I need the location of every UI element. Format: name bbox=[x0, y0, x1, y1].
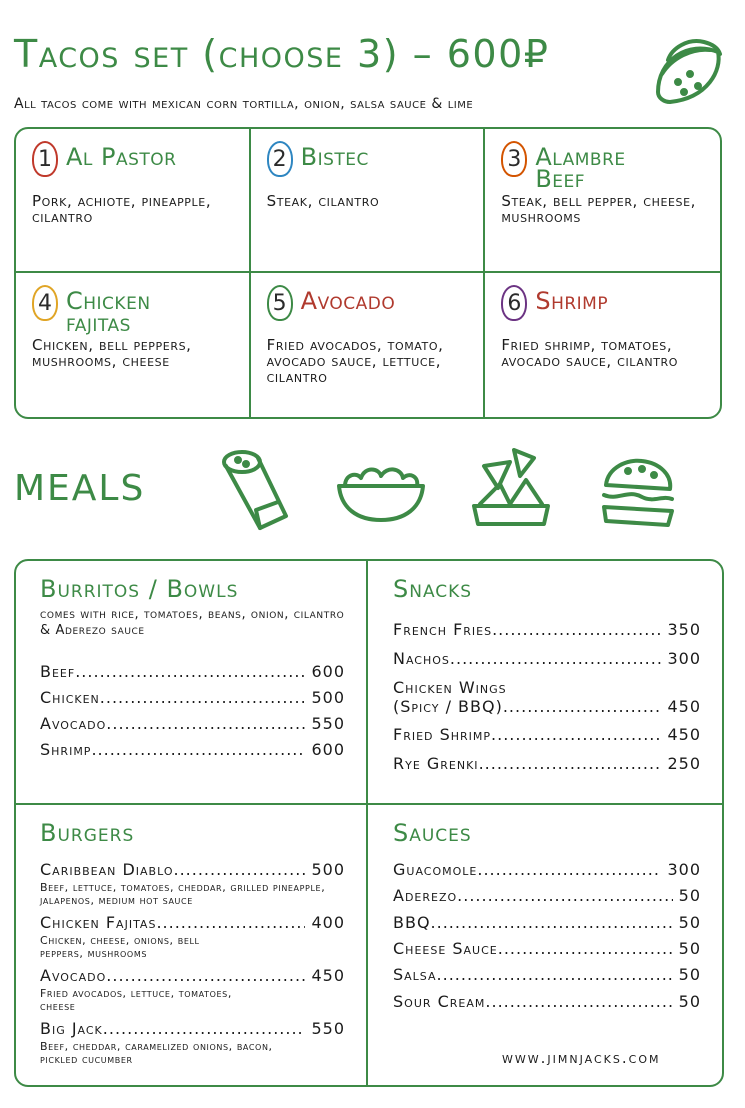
burrito-icon bbox=[220, 448, 292, 534]
taco-name: Alambre Beef bbox=[535, 143, 626, 193]
item-description: Chicken, cheese, onions, bell peppers, mushrooms bbox=[40, 934, 200, 960]
item-name: Avocado bbox=[40, 966, 107, 985]
taco-description: Fried avocados, tomato, avocado sauce, lettuce, cilantro bbox=[266, 336, 444, 386]
taco-card bbox=[16, 129, 251, 273]
item-name: Chicken Wings bbox=[393, 678, 507, 697]
item-price: 600 bbox=[311, 662, 345, 681]
sauces-section-title: Sauces bbox=[393, 819, 472, 847]
item-price: 250 bbox=[667, 754, 701, 773]
item-name: Sour Cream bbox=[393, 992, 486, 1011]
item-name: Rye Grenki bbox=[393, 754, 479, 773]
taco-name: Avocado bbox=[300, 287, 396, 315]
item-price: 300 bbox=[667, 860, 701, 879]
burgers-section-title: Burgers bbox=[40, 819, 135, 847]
taco-number-badge: 6 bbox=[501, 285, 527, 321]
item-description: Beef, lettuce, tomatoes, cheddar, grilled pineapple, jalapenos, medium hot sauce bbox=[40, 881, 326, 907]
menu-item bbox=[40, 714, 345, 733]
divider bbox=[366, 559, 368, 1087]
burritos-section-title: Burritos / Bowls bbox=[40, 575, 239, 603]
taco-card bbox=[16, 273, 251, 417]
item-name: Caribbean Diablo bbox=[40, 860, 174, 879]
item-name: Aderezo bbox=[393, 886, 458, 905]
taco-number-badge: 4 bbox=[32, 285, 58, 321]
menu-item bbox=[40, 860, 345, 879]
item-name: Chicken Fajitas bbox=[40, 913, 157, 932]
item-name: (Spicy / BBQ) bbox=[393, 697, 503, 716]
menu-title: Tacos set (choose 3) – 600₽ bbox=[14, 32, 550, 76]
item-price: 500 bbox=[311, 688, 345, 707]
taco-number-badge: 3 bbox=[501, 141, 527, 177]
menu-item bbox=[40, 740, 345, 759]
item-name: Beef bbox=[40, 662, 76, 681]
item-description: Beef, cheddar, caramelized onions, bacon, pickled cucumber bbox=[40, 1040, 273, 1066]
nachos-icon bbox=[470, 444, 552, 530]
menu-item bbox=[40, 966, 345, 985]
taco-name: Al Pastor bbox=[66, 143, 177, 171]
item-name: Big Jack bbox=[40, 1019, 103, 1038]
item-price: 50 bbox=[678, 965, 701, 984]
item-name: BBQ bbox=[393, 913, 431, 932]
item-price: 50 bbox=[678, 886, 701, 905]
menu-item bbox=[393, 939, 701, 958]
item-price: 450 bbox=[667, 725, 701, 744]
menu-item bbox=[393, 913, 701, 932]
menu-item bbox=[393, 965, 701, 984]
item-price: 50 bbox=[678, 913, 701, 932]
taco-description: Fried shrimp, tomatoes, avocado sauce, cilantro bbox=[501, 336, 679, 370]
taco-name: Bistec bbox=[300, 143, 369, 171]
meals-heading: MEALS bbox=[14, 468, 146, 509]
taco-number-badge: 2 bbox=[267, 141, 293, 177]
item-price: 350 bbox=[667, 620, 701, 639]
item-price: 600 bbox=[311, 740, 345, 759]
item-price: 450 bbox=[667, 697, 701, 716]
menu-item bbox=[40, 662, 345, 681]
item-name: Avocado bbox=[40, 714, 107, 733]
menu-item bbox=[40, 1019, 345, 1038]
taco-name: Chicken fajitas bbox=[66, 287, 151, 337]
item-name: Chicken bbox=[40, 688, 100, 707]
menu-item bbox=[393, 992, 701, 1011]
snacks-section-title: Snacks bbox=[393, 575, 473, 603]
menu-item bbox=[393, 754, 701, 773]
item-name: Salsa bbox=[393, 965, 437, 984]
tacos-grid bbox=[14, 127, 722, 419]
item-price: 50 bbox=[678, 939, 701, 958]
taco-number-badge: 5 bbox=[267, 285, 293, 321]
taco-name: Shrimp bbox=[535, 287, 609, 315]
item-name: Fried Shrimp bbox=[393, 725, 492, 744]
item-description: Fried avocados, lettuce, tomatoes, cheese bbox=[40, 987, 232, 1013]
bowl-icon bbox=[335, 458, 427, 524]
item-name: Nachos bbox=[393, 649, 450, 668]
menu-item bbox=[393, 725, 701, 744]
taco-number-badge: 1 bbox=[32, 141, 58, 177]
menu-item bbox=[393, 649, 701, 668]
burger-icon bbox=[598, 455, 678, 533]
menu-item bbox=[393, 886, 701, 905]
item-price: 450 bbox=[311, 966, 345, 985]
item-name: French Fries bbox=[393, 620, 493, 639]
taco-card bbox=[485, 129, 720, 273]
item-price: 550 bbox=[311, 1019, 345, 1038]
item-price: 500 bbox=[311, 860, 345, 879]
item-name: Cheese Sauce bbox=[393, 939, 498, 958]
item-name: Guacomole bbox=[393, 860, 478, 879]
taco-description: Pork, achiote, pineapple, cilantro bbox=[32, 192, 212, 226]
burritos-note: comes with rice, tomatoes, beans, onion, cilantro & Aderezo sauce bbox=[40, 607, 345, 638]
taco-description: Steak, bell pepper, cheese, mushrooms bbox=[501, 192, 697, 226]
website-link[interactable]: www.jimnjacks.com bbox=[502, 1049, 661, 1067]
menu-item bbox=[393, 860, 701, 879]
taco-card bbox=[251, 129, 486, 273]
taco-description: Chicken, bell peppers, mushrooms, cheese bbox=[32, 336, 192, 370]
item-price: 400 bbox=[311, 913, 345, 932]
divider bbox=[14, 803, 724, 805]
menu-item bbox=[40, 688, 345, 707]
taco-description: Steak, cilantro bbox=[266, 192, 380, 210]
menu-item bbox=[40, 913, 345, 932]
item-price: 550 bbox=[311, 714, 345, 733]
item-name: Shrimp bbox=[40, 740, 92, 759]
item-price: 50 bbox=[678, 992, 701, 1011]
menu-subtitle: All tacos come with mexican corn tortilla, onion, salsa sauce & lime bbox=[14, 96, 474, 112]
menu-item bbox=[393, 697, 701, 716]
item-price: 300 bbox=[667, 649, 701, 668]
taco-card bbox=[251, 273, 486, 417]
taco-card bbox=[485, 273, 720, 417]
menu-item bbox=[393, 620, 701, 639]
taco-icon bbox=[648, 30, 728, 110]
